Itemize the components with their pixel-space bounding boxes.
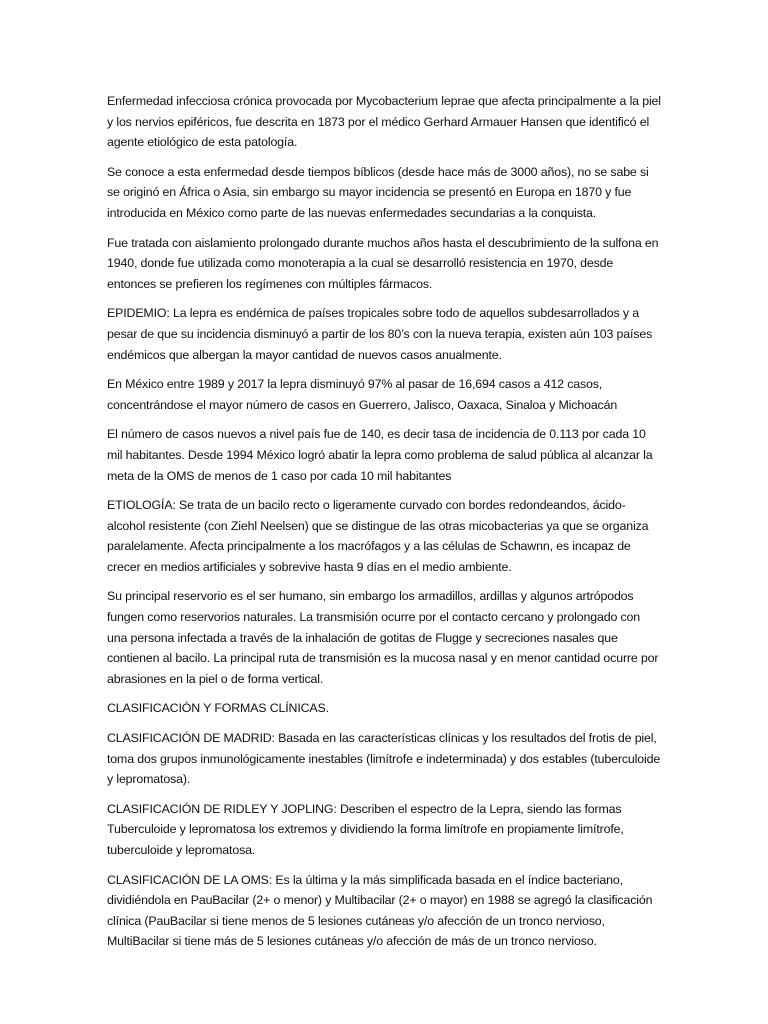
paragraph-etiologia: ETIOLOGÍA: Se trata de un bacilo recto o ligeramente curvado con bordes redondeandos, ácido-alcohol resistente (con Ziehl Neelsen) que se distingue de las otras micobacterias ya que se organiza paralelamente. Afecta principalmente a los macrófagos y a las células de Schawnn, es incapaz de crecer en medios artificiales y sobrevive hasta 9 días en el medio ambiente. xyxy=(107,498,649,574)
paragraph-mexico-cases: En México entre 1989 y 2017 la lepra disminuyó 97% al pasar de 16,694 casos a 412 casos, concentrándose el mayor número de casos en Guerrero, Jalisco, Oaxaca, Sinaloa y Michoacán xyxy=(107,377,618,412)
section-heading-clasificacion: CLASIFICACIÓN Y FORMAS CLÍNICAS. xyxy=(107,701,329,716)
paragraph-reservorio: Su principal reservorio es el ser humano, sin embargo los armadillos, ardillas y algunos artrópodos fungen como reservorios naturales. La transmisión ocurre por el contacto cercano y prolongado con una persona infectada a través de la inhalación de gotitas de Flugge y secreciones nasales que contienen al bacilo. La principal ruta de transmisión es la mucosa nasal y en menor cantidad ocurre por abrasiones en la piel o de forma vertical. xyxy=(107,589,659,686)
paragraph-history: Se conoce a esta enfermedad desde tiempos bíblicos (desde hace más de 3000 años), no se sabe si se originó en África o Asia, sin embargo su mayor incidencia se presentó en Europa en 1870 y fue introducida en México como parte de las nuevas enfermedades secundarias a la conquista. xyxy=(107,164,649,220)
paragraph-oms: CLASIFICACIÓN DE LA OMS: Es la última y la más simplificada basada en el índice bacteriano, dividiéndola en PauBacilar (2+ o menor) y Multibacilar (2+ o mayor) en 1988 se agregó la clasificación clínica (PauBacilar si tiene menos de 5 lesiones cutáneas y/o afección de un tronco nervioso, MultiBacilar si tiene más de 5 lesiones cutáneas y/o afección de más de un tronco nervioso. xyxy=(107,872,653,949)
paragraph-epidemio: EPIDEMIO: La lepra es endémica de países tropicales sobre todo de aquellos subdesarrollados y a pesar de que su incidencia disminuyó a partir de los 80’s con la nueva terapia, existen aún 103 países endémicos que albergan la mayor cantidad de nuevos casos anualmente. xyxy=(107,306,653,362)
paragraph-incidence: El número de casos nuevos a nivel país fue de 140, es decir tasa de incidencia de 0.113 por cada 10 mil habitantes. Desde 1994 México logró abatir la lepra como problema de salud pública al alcanzar la meta de la OMS de menos de 1 caso por cada 10 mil habitantes xyxy=(107,427,653,483)
paragraph-ridley-jopling: CLASIFICACIÓN DE RIDLEY Y JOPLING: Describen el espectro de la Lepra, siendo las formas Tuberculoide y lepromatosa los extremos y dividiendo la forma limítrofe en propiamente limítrofe, tuberculoide y lepromatosa. xyxy=(107,801,624,857)
document-body xyxy=(107,91,663,961)
paragraph-treatment: Fue tratada con aislamiento prolongado durante muchos años hasta el descubrimiento de la sulfona en 1940, donde fue utilizada como monoterapia a la cual se desarrolló resistencia en 1970, desde entonces se prefieren los regímenes con múltiples fármacos. xyxy=(107,235,659,291)
paragraph-intro: Enfermedad infecciosa crónica provocada por Mycobacterium leprae que afecta principalmente a la piel y los nervios epiféricos, fue descrita en 1873 por el médico Gerhard Armauer Hansen que identificó el agente etiológico de esta patología. xyxy=(107,94,661,150)
paragraph-madrid: CLASIFICACIÓN DE MADRID: Basada en las características clínicas y los resultados del frotis de piel, toma dos grupos inmunológicamente inestables (limítrofe e indeterminada) y dos estables (tuberculoide y lepromatosa). xyxy=(107,731,661,787)
